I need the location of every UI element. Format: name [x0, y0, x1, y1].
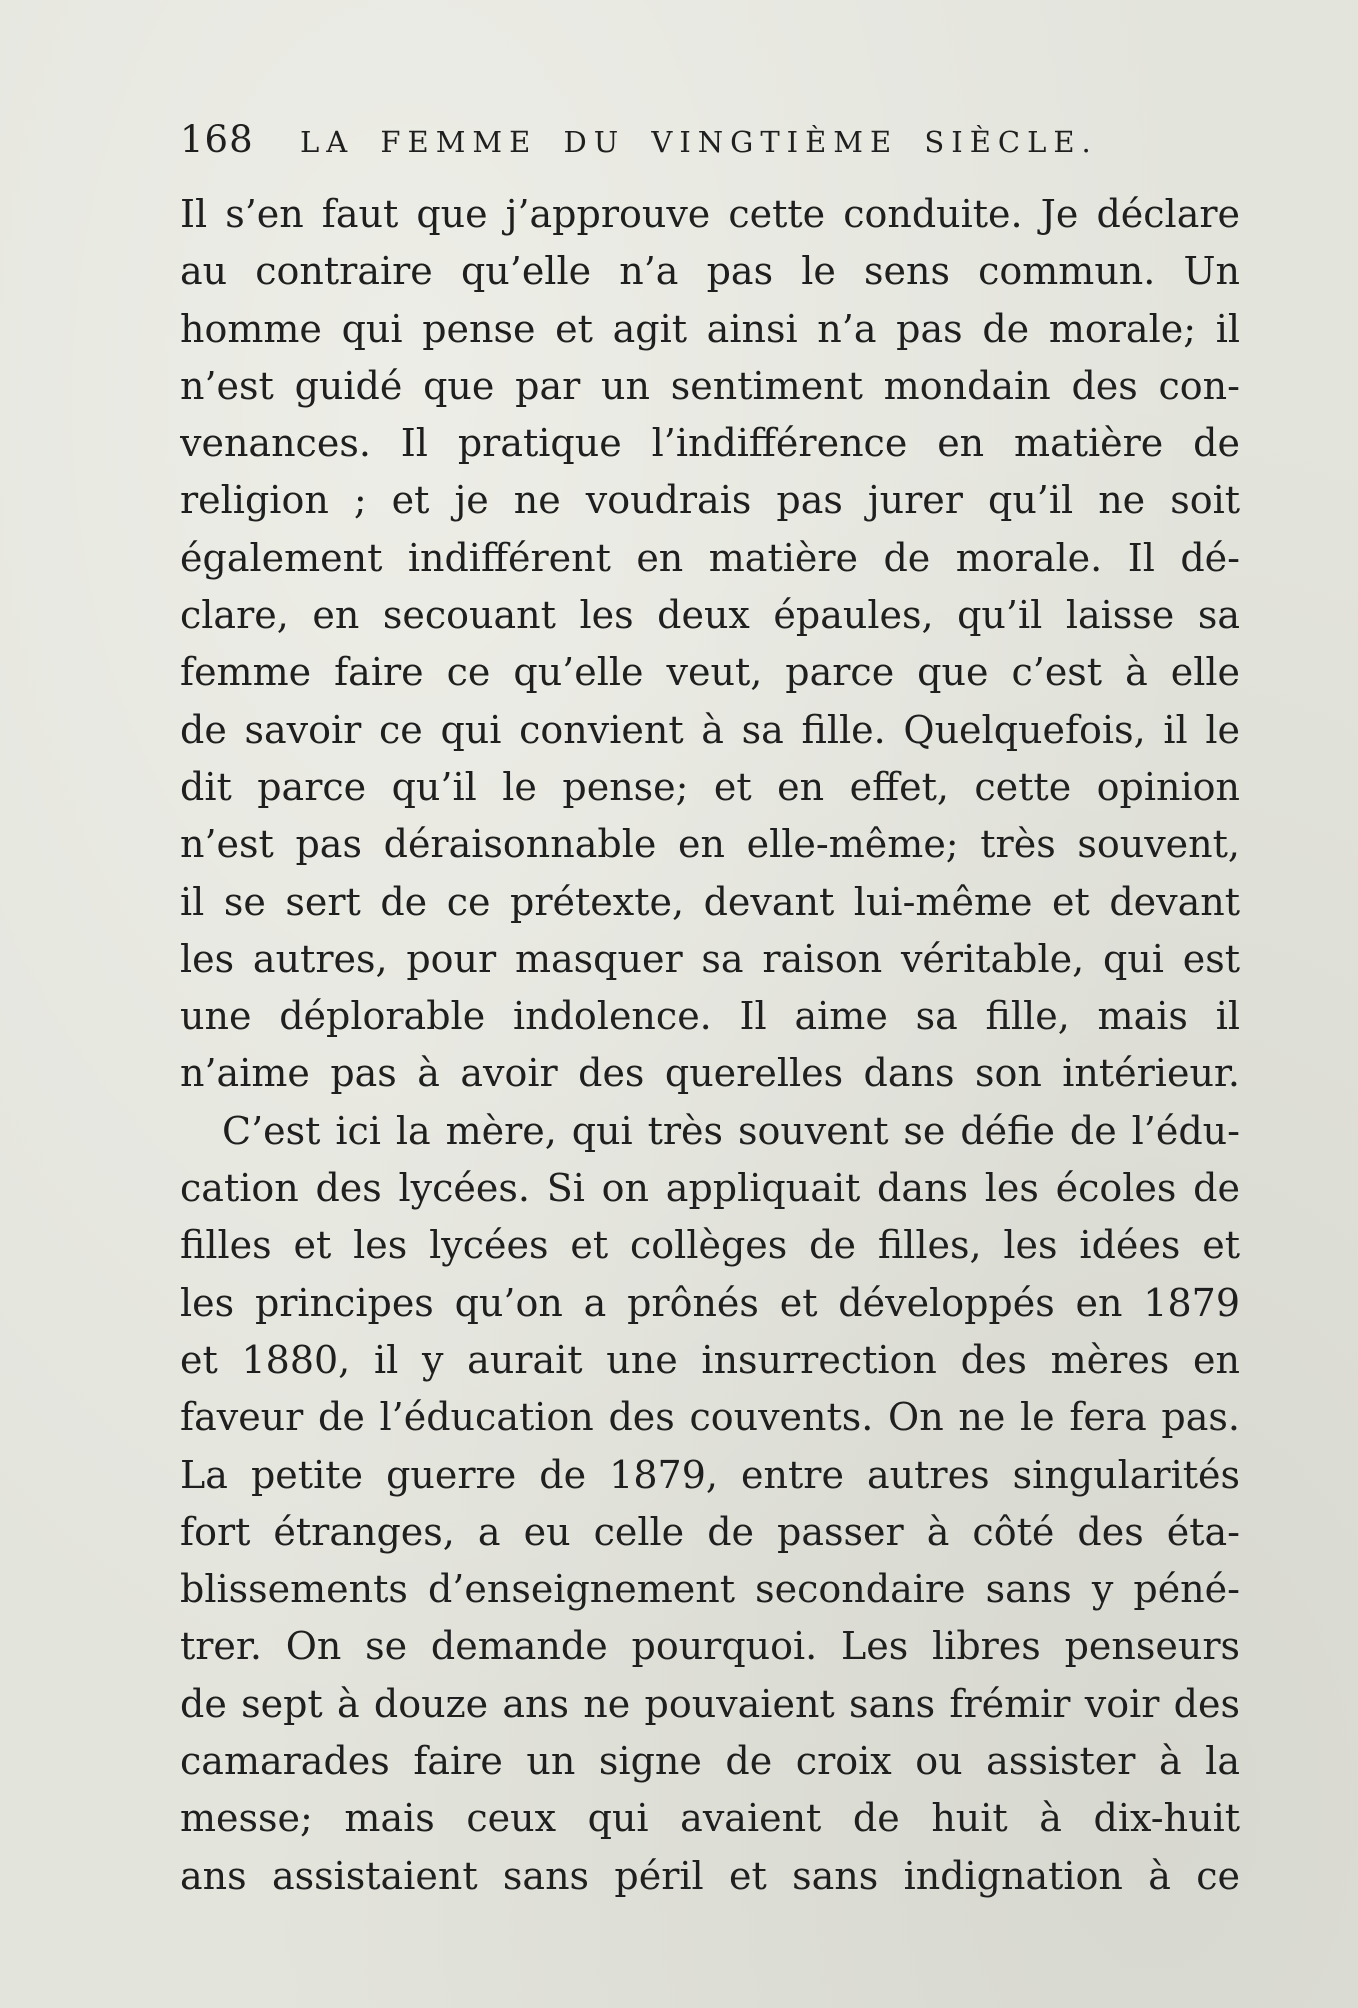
text-line: de sept à douze ans ne pouvaient sans frémir voir des: [180, 1681, 1240, 1726]
text-line: homme qui pense et agit ainsi n’a pas de morale; il: [180, 306, 1240, 351]
running-head: LA FEMME DU VINGTIÈME SIÈCLE.: [300, 125, 1098, 159]
text-line: La petite guerre de 1879, entre autres singularités: [180, 1452, 1240, 1497]
text-line: et 1880, il y aurait une insurrection des mères en: [180, 1337, 1240, 1382]
text-line: Il s’en faut que j’approuve cette conduite. Je déclare: [180, 192, 1240, 236]
text-line: ans assistaient sans péril et sans indignation à ce: [180, 1853, 1240, 1898]
text-line: n’aime pas à avoir des querelles dans son intérieur.: [180, 1051, 1240, 1096]
text-line: cation des lycées. Si on appliquait dans les écoles de: [180, 1166, 1240, 1211]
text-line: faveur de l’éducation des couvents. On ne le fera pas.: [180, 1395, 1240, 1440]
text-line: les principes qu’on a prônés et développés en 1879: [180, 1280, 1240, 1325]
text-line: dit parce qu’il le pense; et en effet, cette opinion: [180, 764, 1240, 809]
page-number: 168: [180, 118, 254, 161]
body-text: [180, 186, 1240, 1905]
text-line: n’est guidé que par un sentiment mondain des con-: [180, 363, 1240, 408]
text-line: camarades faire un signe de croix ou assister à la: [180, 1739, 1240, 1784]
text-line: blissements d’enseignement secondaire sans y péné-: [180, 1567, 1240, 1612]
text-line: trer. On se demande pourquoi. Les libres penseurs: [180, 1624, 1240, 1669]
text-line: venances. Il pratique l’indifférence en matière de: [180, 421, 1240, 466]
text-line: religion ; et je ne voudrais pas jurer qu’il ne soit: [180, 478, 1240, 523]
text-line: messe; mais ceux qui avaient de huit à dix-huit: [180, 1796, 1240, 1841]
text-line: femme faire ce qu’elle veut, parce que c’est à elle: [180, 650, 1240, 695]
text-line: n’est pas déraisonnable en elle-même; très souvent,: [180, 822, 1240, 867]
text-line: une déplorable indolence. Il aime sa fille, mais il: [180, 994, 1240, 1039]
text-line: au contraire qu’elle n’a pas le sens commun. Un: [180, 249, 1240, 294]
text-line: il se sert de ce prétexte, devant lui-même et devant: [180, 879, 1240, 924]
text-line: clare, en secouant les deux épaules, qu’il laisse sa: [180, 593, 1240, 638]
text-line: les autres, pour masquer sa raison véritable, qui est: [180, 936, 1240, 981]
text-line: C’est ici la mère, qui très souvent se défie de l’édu-: [222, 1108, 1240, 1153]
text-line: de savoir ce qui convient à sa fille. Quelquefois, il le: [180, 707, 1240, 752]
text-line: également indifférent en matière de morale. Il dé-: [180, 535, 1240, 580]
text-line: filles et les lycées et collèges de filles, les idées et: [180, 1223, 1240, 1268]
text-line: fort étranges, a eu celle de passer à côté des éta-: [180, 1509, 1240, 1554]
page-header: [180, 118, 1240, 164]
